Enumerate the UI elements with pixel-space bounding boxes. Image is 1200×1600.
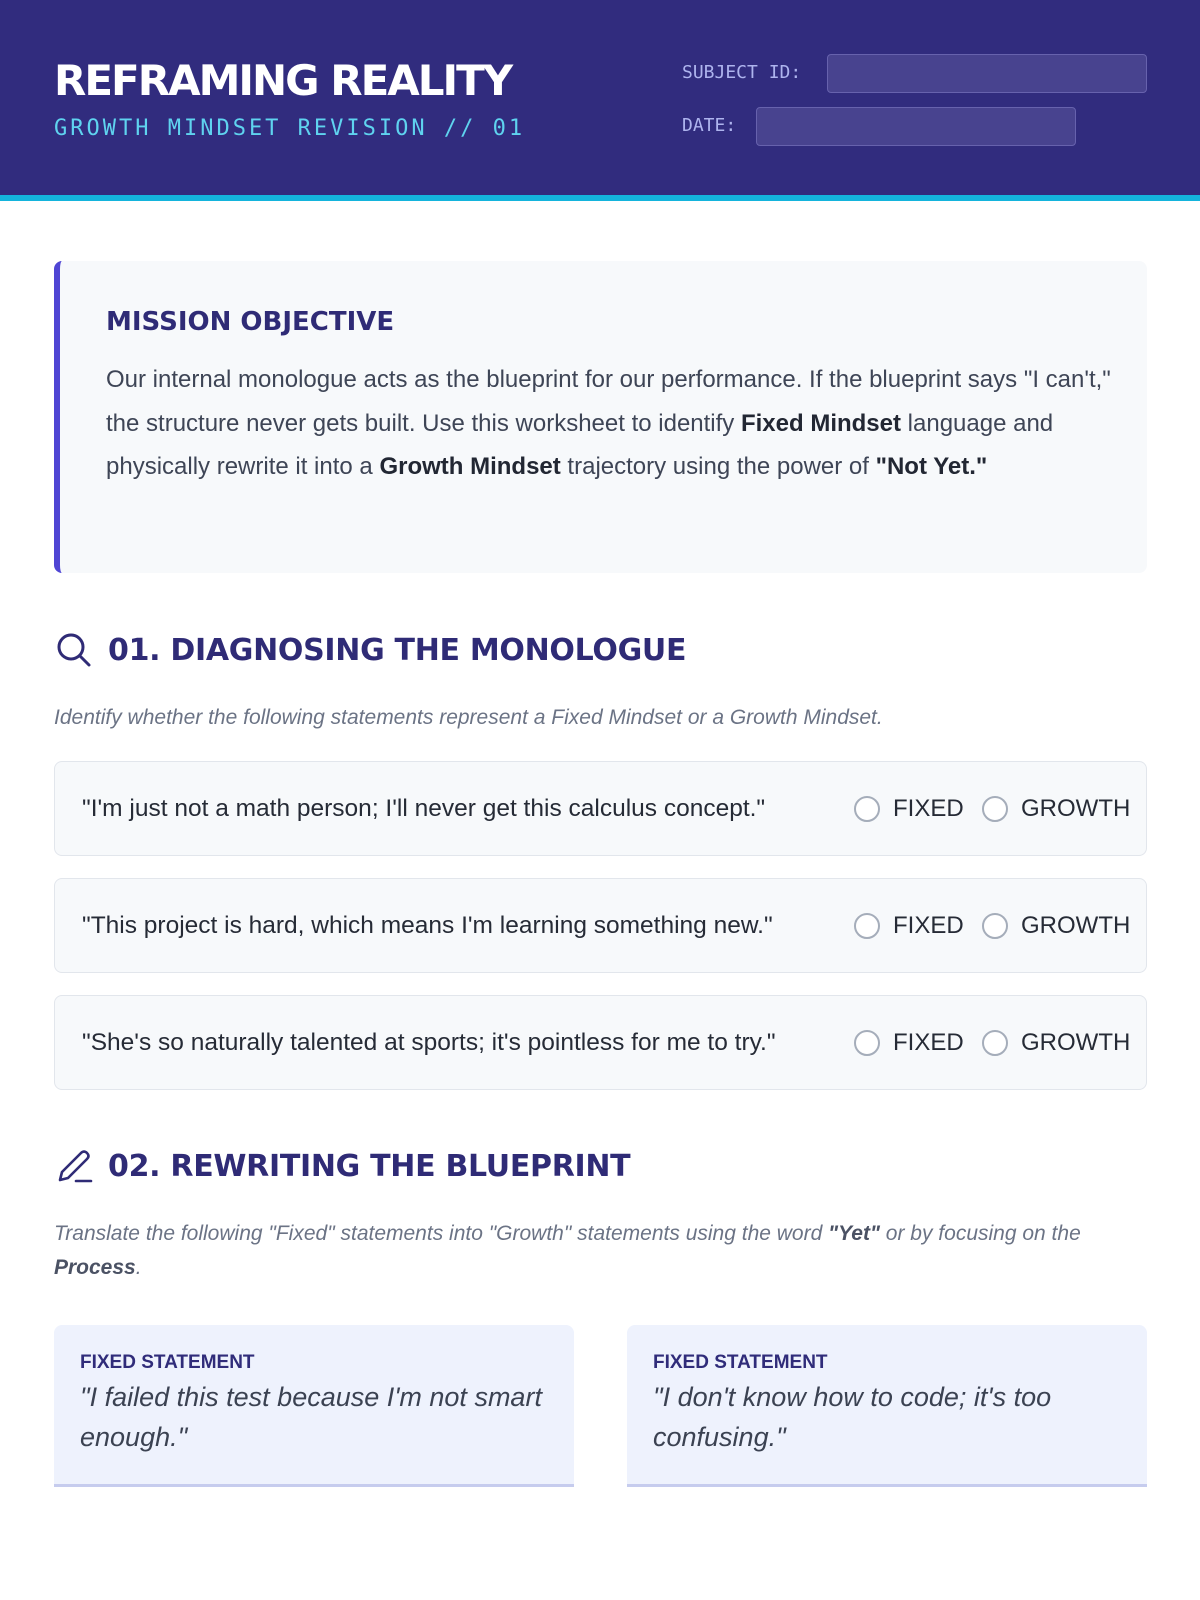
- statement-row: [54, 995, 1147, 1090]
- instruction-part: or by focusing on the: [879, 1222, 1081, 1245]
- fixed-statement-card: [54, 1325, 574, 1487]
- card-quote: "I don't know how to code; it's too confusing.": [653, 1382, 1052, 1452]
- page-header: [0, 0, 1200, 201]
- option-growth[interactable]: [982, 879, 1130, 972]
- instruction-part: .: [135, 1256, 142, 1279]
- subject-id-input[interactable]: [827, 54, 1147, 93]
- card-label: FIXED STATEMENT: [80, 1352, 255, 1373]
- instruction-bold-process: Process: [54, 1256, 136, 1279]
- option-fixed-label: FIXED: [893, 911, 964, 939]
- radio-fixed[interactable]: [854, 1030, 880, 1056]
- section-1-heading: [54, 630, 686, 670]
- instruction-part: Translate the following "Fixed" statements into "Growth" statements using the word: [54, 1222, 829, 1245]
- section-2-title: 02. REWRITING THE BLUEPRINT: [108, 1148, 631, 1184]
- pencil-icon: [54, 1146, 94, 1186]
- date-label: DATE:: [682, 115, 737, 136]
- option-fixed-label: FIXED: [893, 1028, 964, 1056]
- option-growth-label: GROWTH: [1021, 794, 1131, 822]
- mission-title: MISSION OBJECTIVE: [106, 307, 395, 337]
- option-fixed-label: FIXED: [893, 794, 964, 822]
- card-label: FIXED STATEMENT: [653, 1352, 828, 1373]
- page-subtitle: GROWTH MINDSET REVISION // 01: [54, 116, 526, 141]
- radio-growth[interactable]: [982, 796, 1008, 822]
- statement-text: "This project is hard, which means I'm learning something new.": [82, 912, 773, 939]
- radio-fixed[interactable]: [854, 796, 880, 822]
- page-title: REFRAMING REALITY: [54, 56, 512, 105]
- option-growth[interactable]: [982, 762, 1130, 855]
- date-input[interactable]: [756, 107, 1076, 146]
- instruction-bold-yet: "Yet": [828, 1222, 880, 1245]
- section-1-instruction: Identify whether the following statements represent a Fixed Mindset or a Growth Mindset.: [54, 706, 883, 729]
- mission-text-part: trajectory using the power of: [560, 453, 876, 480]
- option-fixed[interactable]: [854, 762, 964, 855]
- option-fixed[interactable]: [854, 996, 964, 1089]
- statement-text: "She's so naturally talented at sports; it's pointless for me to try.": [82, 1029, 776, 1056]
- option-growth-label: GROWTH: [1021, 911, 1131, 939]
- option-growth-label: GROWTH: [1021, 1028, 1131, 1056]
- section-2-instruction: [54, 1217, 1147, 1285]
- option-fixed[interactable]: [854, 879, 964, 972]
- section-1-title: 01. DIAGNOSING THE MONOLOGUE: [108, 632, 687, 668]
- radio-growth[interactable]: [982, 913, 1008, 939]
- radio-fixed[interactable]: [854, 913, 880, 939]
- mission-bold-not-yet: "Not Yet.": [875, 453, 988, 480]
- statement-row: [54, 761, 1147, 856]
- fixed-statement-card: [627, 1325, 1147, 1487]
- section-2-heading: [54, 1146, 630, 1186]
- mission-bold-fixed: Fixed Mindset: [740, 409, 901, 437]
- statement-row: [54, 878, 1147, 973]
- mission-text-part: language and physically rewrite it into a: [106, 409, 1054, 480]
- option-growth[interactable]: [982, 996, 1130, 1089]
- statement-text: "I'm just not a math person; I'll never get this calculus concept.": [82, 795, 766, 822]
- mission-objective-panel: [54, 261, 1147, 573]
- mission-text: [106, 358, 1116, 489]
- radio-growth[interactable]: [982, 1030, 1008, 1056]
- mission-bold-growth: Growth Mindset: [379, 453, 561, 480]
- subject-id-label: SUBJECT ID:: [682, 62, 802, 83]
- card-quote: "I failed this test because I'm not smart enough.": [80, 1382, 542, 1452]
- magnifier-icon: [54, 630, 94, 670]
- mission-text-part: Our internal monologue acts as the blueprint for our performance. If the blueprint says "I can't," the structure never gets built. Use this worksheet to identify: [106, 366, 1111, 437]
